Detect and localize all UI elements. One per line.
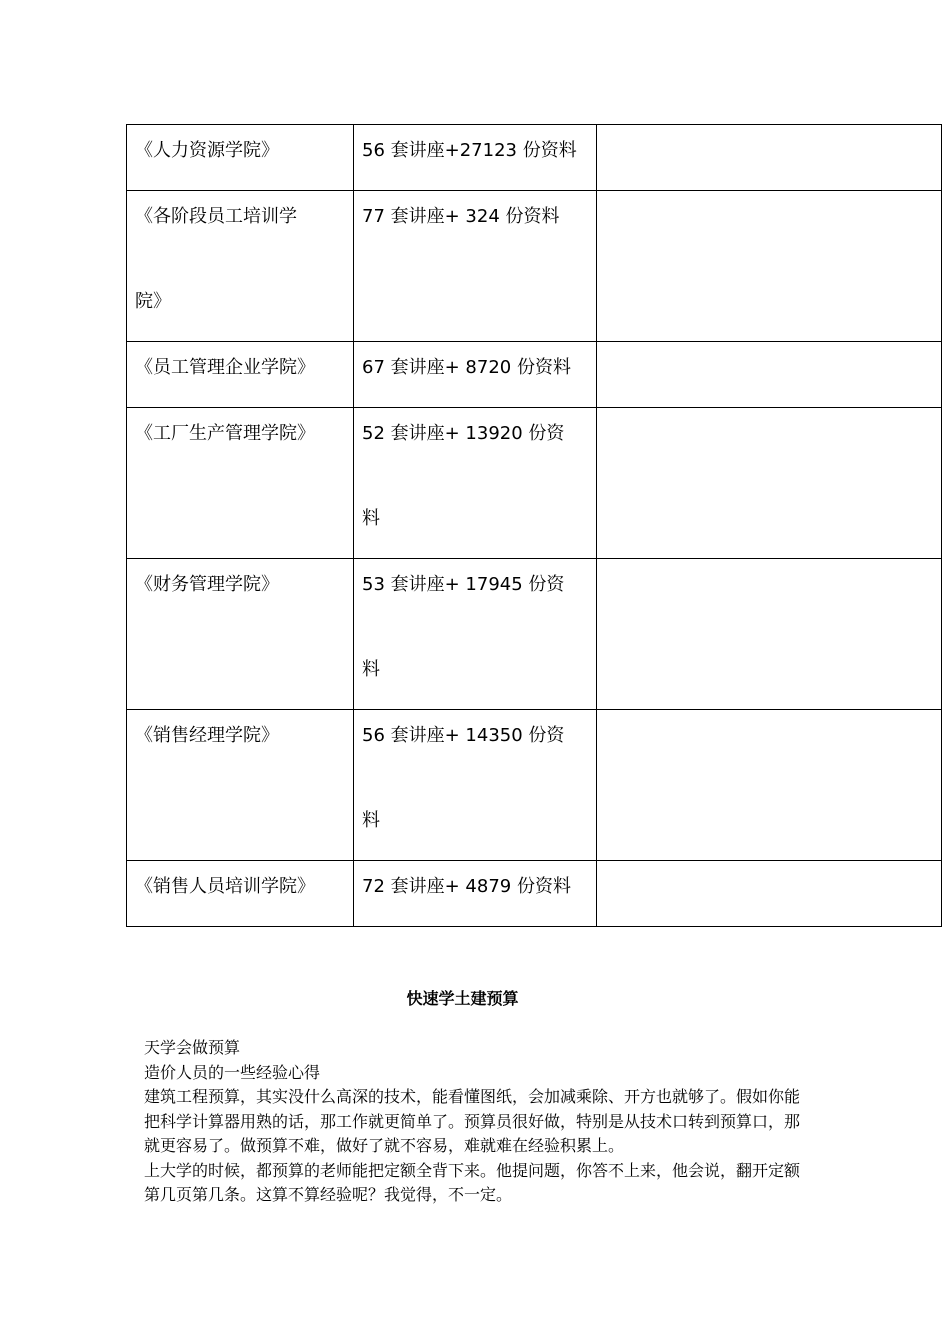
course-name-cell: [127, 559, 354, 710]
course-name-cell: [127, 408, 354, 559]
paragraph: 天学会做预算: [144, 1038, 241, 1057]
course-desc-cell: [354, 191, 597, 342]
table-row: [127, 125, 942, 191]
section-title: 快速学土建预算: [406, 989, 519, 1008]
course-note-cell: [597, 861, 942, 927]
course-name-cell: [127, 710, 354, 861]
course-note: [605, 358, 933, 378]
course-desc: 72 套讲座+ 4879 份资料: [362, 876, 571, 897]
table-row: [127, 408, 942, 559]
course-name: 《各阶段员工培训学: [135, 206, 297, 227]
course-note: [605, 207, 933, 227]
course-name: 《人力资源学院》: [135, 140, 279, 161]
course-desc: 67 套讲座+ 8720 份资料: [362, 357, 571, 378]
course-desc: 56 套讲座+ 14350 份资: [362, 725, 565, 746]
course-note: [605, 877, 933, 897]
course-name-cell: [127, 191, 354, 342]
course-note-cell: [597, 125, 942, 191]
course-desc: 77 套讲座+ 324 份资料: [362, 206, 560, 227]
paragraph: 建筑工程预算，其实没什么高深的技术，能看懂图纸，会加减乘除、开方也就够了。假如你能把科学计算器用熟的话，那工作就更简单了。预算员很好做，特别是从技术口转到预算口，那就更容易了。做预算不难，做好了就不容易，难就难在经验积累上。: [144, 1087, 801, 1155]
course-desc-continued: 料: [362, 508, 380, 529]
table-row: [127, 710, 942, 861]
course-note-cell: [597, 710, 942, 861]
table-row: [127, 861, 942, 927]
course-name-continued: 院》: [135, 291, 171, 312]
course-note: [605, 575, 933, 595]
course-note: [605, 141, 933, 161]
course-note: [605, 424, 933, 444]
course-note-cell: [597, 342, 942, 408]
course-desc: 53 套讲座+ 17945 份资: [362, 574, 565, 595]
course-desc-cell: [354, 710, 597, 861]
table-row: [127, 559, 942, 710]
course-note-cell: [597, 191, 942, 342]
paragraph: 造价人员的一些经验心得: [144, 1062, 321, 1082]
course-name: 《工厂生产管理学院》: [135, 423, 315, 444]
course-name: 《财务管理学院》: [135, 574, 279, 595]
course-note: [605, 726, 933, 746]
course-desc-cell: [354, 125, 597, 191]
course-desc-continued: 料: [362, 810, 380, 831]
course-name: 《销售经理学院》: [135, 725, 279, 746]
course-desc-cell: [354, 559, 597, 710]
course-desc-cell: [354, 342, 597, 408]
course-desc: 52 套讲座+ 13920 份资: [362, 423, 565, 444]
course-name-cell: [127, 125, 354, 191]
course-note-cell: [597, 408, 942, 559]
section-body: [144, 1036, 804, 1208]
course-desc-cell: [354, 408, 597, 559]
course-note-cell: [597, 559, 942, 710]
course-name-cell: [127, 861, 354, 927]
course-catalog-table: [126, 124, 942, 927]
course-name-cell: [127, 342, 354, 408]
table-row: [127, 342, 942, 408]
course-name: 《销售人员培训学院》: [135, 876, 315, 897]
course-desc-continued: 料: [362, 659, 380, 680]
table-row: [127, 191, 942, 342]
course-desc-cell: [354, 861, 597, 927]
course-desc: 56 套讲座+27123 份资料: [362, 140, 577, 161]
paragraph: 上大学的时候，都预算的老师能把定额全背下来。他提问题，你答不上来，他会说，翻开定额第几页第几条。这算不算经验呢？我觉得，不一定。: [144, 1160, 801, 1204]
course-name: 《员工管理企业学院》: [135, 357, 315, 378]
